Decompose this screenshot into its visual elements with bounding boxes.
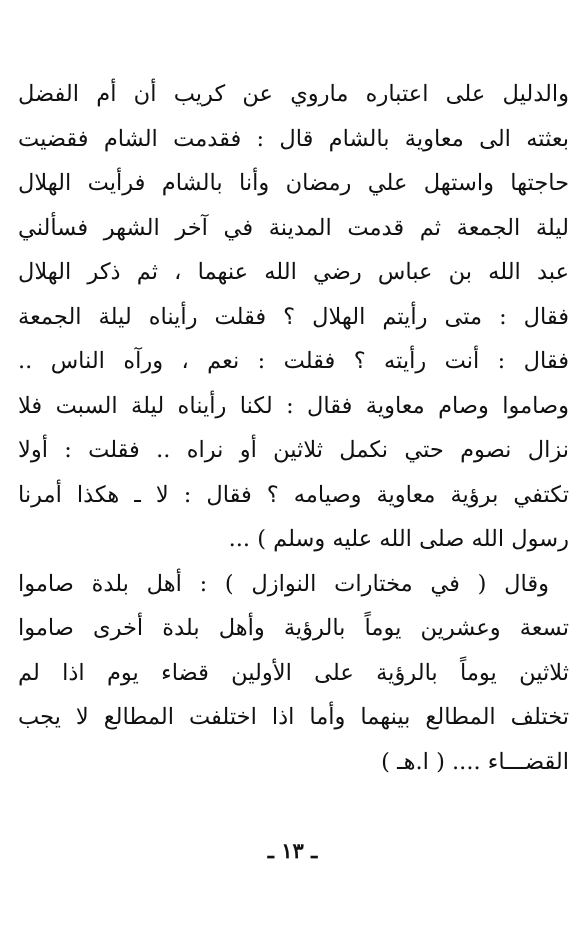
text-line: حاجتها واستهل علي رمضان وأنا بالشام فرأيت الهلال xyxy=(18,170,569,196)
text-line: والدليل على اعتباره ماروي عن كريب أن أم الفضل xyxy=(18,81,569,107)
text-line: وصاموا وصام معاوية فقال : لكنا رأيناه ليلة السبت فلا xyxy=(18,392,569,419)
text-line: فقال : أنت رأيته ؟ فقلت : نعم ، ورآه الناس .. xyxy=(18,348,569,374)
text-line: وقال ( في مختارات النوازل ) : أهل بلدة صاموا xyxy=(18,570,549,597)
text-line: بعثته الى معاوية بالشام قال : فقدمت الشام فقضيت xyxy=(18,125,569,152)
text-line: القضـــاء .... ( ا.هـ ) xyxy=(381,748,569,775)
text-line: رسول الله صلى الله عليه وسلم ) ... xyxy=(228,526,569,552)
text-line: ليلة الجمعة ثم قدمت المدينة في آخر الشهر فسألني xyxy=(18,214,569,241)
text-line: تسعة وعشرين يوماً بالرؤية وأهل بلدة أخرى صاموا xyxy=(18,615,569,641)
text-line: ثلاثين يوماً بالرؤية على الأولين قضاء يوم اذا لم xyxy=(18,659,569,686)
paragraph-1 xyxy=(18,72,569,562)
page-number: ـ ١٣ ـ xyxy=(267,838,318,863)
text-line: تكتفي برؤية معاوية وصيامه ؟ فقال : لا ـ هكذا أمرنا xyxy=(18,481,569,508)
text-line: تختلف المطالع بينهما وأما اذا اختلفت المطالع لا يجب xyxy=(18,704,569,730)
text-line: نزال نصوم حتي نكمل ثلاثين أو نراه .. فقلت : أولا xyxy=(18,437,569,463)
paragraph-2 xyxy=(18,562,569,785)
text-line: فقال : متى رأيتم الهلال ؟ فقلت رأيناه ليلة الجمعة xyxy=(18,303,569,330)
text-line: عبد الله بن عباس رضي الله عنهما ، ثم ذكر الهلال xyxy=(18,259,569,285)
body-text xyxy=(18,72,569,784)
